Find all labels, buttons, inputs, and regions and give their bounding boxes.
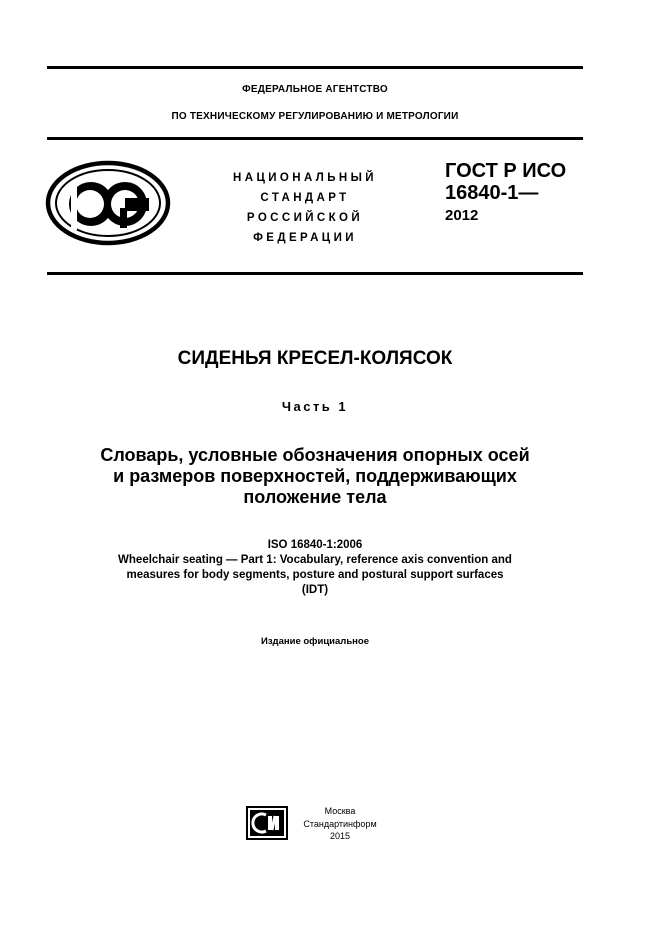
iso-title-line-3: (IDT)	[301, 584, 329, 596]
national-standard-line-2: СТАНДАРТ	[260, 192, 350, 204]
document-subtitle	[47, 445, 583, 508]
document-title: СИДЕНЬЯ КРЕСЕЛ-КОЛЯСОК	[177, 348, 453, 369]
designation-line-2: 16840-1—	[445, 182, 539, 204]
standard-designation	[445, 160, 566, 225]
designation-line-1: ГОСТ Р ИСО	[445, 160, 567, 182]
national-standard-line-4: ФЕДЕРАЦИИ	[253, 232, 357, 244]
edition-label: Издание официальное	[261, 636, 369, 647]
agency-line-1: ФЕДЕРАЛЬНОЕ АГЕНТСТВО	[242, 84, 388, 95]
publisher-name: Стандартинформ	[303, 818, 377, 829]
national-standard-label	[205, 168, 405, 248]
subtitle-line-2: и размеров поверхностей, поддерживающих	[113, 466, 517, 486]
publisher-city: Москва	[324, 806, 356, 816]
header-rule	[47, 137, 583, 140]
subtitle-line-1: Словарь, условные обозначения опорных осей	[100, 445, 530, 465]
standartinform-logo-icon	[246, 806, 288, 840]
part-label: Часть 1	[281, 399, 349, 414]
national-standard-line-1: НАЦИОНАЛЬНЫЙ	[233, 172, 377, 184]
subtitle-line-3: положение тела	[243, 487, 387, 507]
designation-line-3: 2012	[445, 207, 479, 224]
top-rule	[47, 66, 583, 69]
publisher-block	[292, 805, 388, 843]
publisher-year: 2015	[329, 831, 351, 841]
national-standard-line-3: РОССИЙСКОЙ	[246, 212, 364, 224]
gost-r-logo-icon	[45, 160, 171, 246]
iso-reference	[47, 538, 583, 598]
iso-title-line-2: measures for body segments, posture and postural support surfaces	[126, 569, 504, 581]
iso-title-line-1: Wheelchair seating — Part 1: Vocabulary, reference axis convention and	[118, 554, 512, 566]
designation-rule	[47, 272, 583, 275]
agency-line-2: ПО ТЕХНИЧЕСКОМУ РЕГУЛИРОВАНИЮ И МЕТРОЛОГИИ	[171, 111, 459, 122]
iso-ref: ISO 16840-1:2006	[267, 539, 363, 551]
